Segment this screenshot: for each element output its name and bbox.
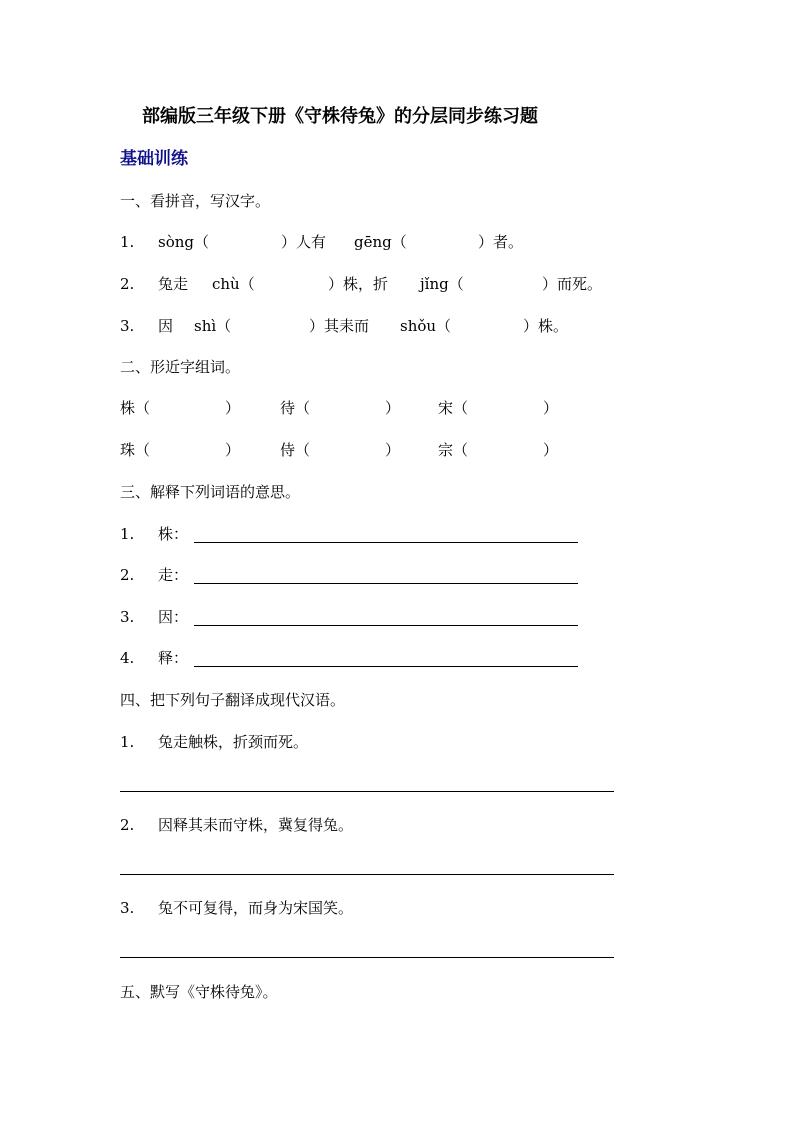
page-title: 部编版三年级下册《守株待兔》的分层同步练习题 (142, 106, 538, 127)
char-blank-open: 宗（ (438, 441, 469, 459)
text-fragment: ）而死。 (542, 275, 603, 293)
pinyin-blank: shì（ (194, 317, 232, 335)
question-2-heading: 二、形近字组词。 (120, 358, 241, 376)
term-label: 释： (158, 649, 189, 667)
item-number: 1. (120, 525, 135, 543)
item-number: 4. (120, 649, 135, 667)
answer-line (120, 874, 614, 875)
text-fragment: 因 (158, 317, 174, 335)
item-number: 1. (120, 233, 135, 251)
text-fragment: 兔走 (158, 275, 189, 293)
answer-line (194, 542, 578, 543)
char-blank-open: 宋（ (438, 399, 469, 417)
char-blank-close: ） (385, 399, 401, 417)
answer-line (120, 957, 614, 958)
answer-line (194, 625, 578, 626)
char-blank-close: ） (543, 441, 559, 459)
pinyin-blank: shǒu（ (400, 317, 452, 335)
sentence-text: 兔走触株，折颈而死。 (158, 733, 309, 751)
pinyin-blank: jǐng（ (420, 275, 464, 293)
item-number: 3. (120, 317, 135, 335)
pinyin-blank: chù（ (212, 275, 255, 293)
text-fragment: ）者。 (478, 233, 524, 251)
item-number: 2. (120, 566, 135, 584)
text-fragment: ）其耒而 (309, 317, 370, 335)
answer-line (194, 583, 578, 584)
question-5-heading: 五、默写《守株待兔》。 (120, 983, 278, 1001)
char-blank-close: ） (385, 441, 401, 459)
sentence-text: 兔不可复得，而身为宋国笑。 (158, 899, 354, 917)
answer-line (120, 791, 614, 792)
char-blank-open: 侍（ (280, 441, 311, 459)
question-3-heading: 三、解释下列词语的意思。 (120, 483, 301, 501)
char-blank-close: ） (225, 399, 241, 417)
term-label: 株： (158, 525, 189, 543)
term-label: 因： (158, 608, 189, 626)
char-blank-close: ） (543, 399, 559, 417)
question-4-heading: 四、把下列句子翻译成现代汉语。 (120, 691, 346, 709)
section-heading: 基础训练 (120, 149, 188, 169)
item-number: 3. (120, 608, 135, 626)
text-fragment: ）人有 (281, 233, 327, 251)
char-blank-open: 待（ (280, 399, 311, 417)
item-number: 3. (120, 899, 135, 917)
sentence-text: 因释其耒而守株，冀复得兔。 (158, 816, 354, 834)
question-1-heading: 一、看拼音，写汉字。 (120, 192, 271, 210)
item-number: 2. (120, 275, 135, 293)
pinyin-blank: sòng（ (158, 233, 209, 251)
answer-line (194, 666, 578, 667)
item-number: 1. (120, 733, 135, 751)
pinyin-blank: gēng（ (354, 233, 407, 251)
char-blank-open: 株（ (120, 399, 151, 417)
text-fragment: ）株，折 (328, 275, 389, 293)
char-blank-open: 珠（ (120, 441, 151, 459)
text-fragment: ）株。 (523, 317, 569, 335)
term-label: 走： (158, 566, 189, 584)
item-number: 2. (120, 816, 135, 834)
char-blank-close: ） (225, 441, 241, 459)
